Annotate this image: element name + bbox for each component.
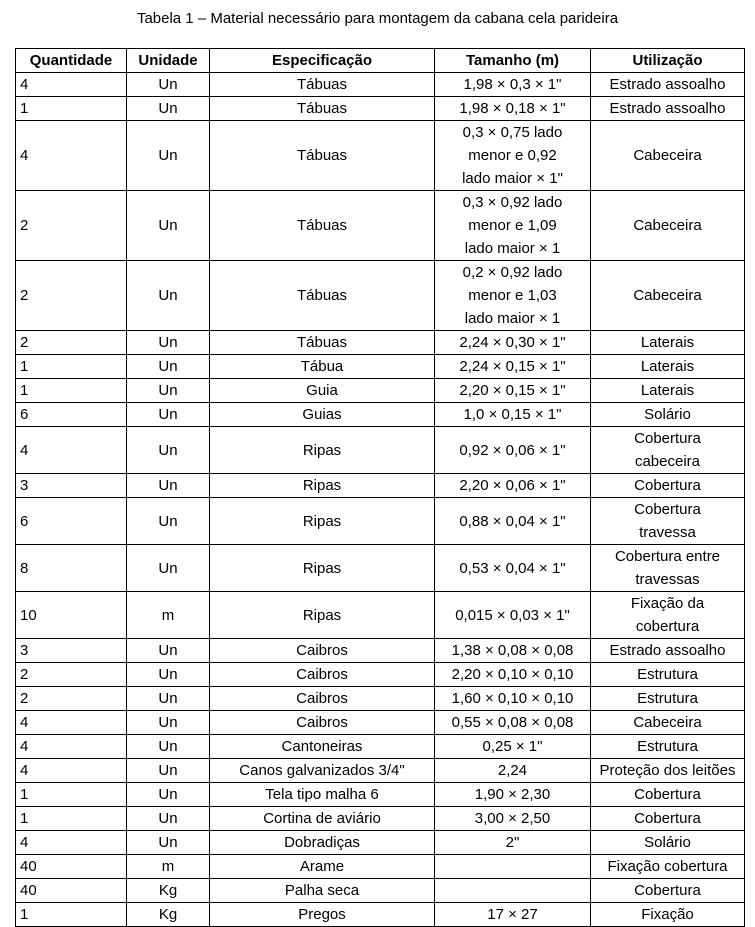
cell-tamanho: 1,98 × 0,3 × 1" <box>435 73 591 97</box>
cell-especificacao: Pregos <box>210 903 435 927</box>
table-row <box>16 735 745 759</box>
cell-quantidade: 1 <box>16 355 127 379</box>
cell-quantidade: 4 <box>16 759 127 783</box>
cell-especificacao: Palha seca <box>210 879 435 903</box>
cell-utilizacao: Fixação <box>591 903 745 927</box>
table-row <box>16 474 745 498</box>
cell-unidade: m <box>127 855 210 879</box>
cell-especificacao: Caibros <box>210 639 435 663</box>
cell-especificacao: Dobradiças <box>210 831 435 855</box>
cell-tamanho <box>435 855 591 879</box>
table-row <box>16 639 745 663</box>
cell-utilizacao: Estrado assoalho <box>591 73 745 97</box>
cell-utilizacao: Cobertura <box>591 807 745 831</box>
cell-quantidade: 4 <box>16 121 127 191</box>
cell-especificacao: Canos galvanizados 3/4" <box>210 759 435 783</box>
cell-especificacao: Tábuas <box>210 73 435 97</box>
cell-especificacao: Tábuas <box>210 97 435 121</box>
cell-unidade: Un <box>127 831 210 855</box>
cell-utilizacao: Cobertura <box>591 879 745 903</box>
table-row <box>16 592 745 639</box>
cell-quantidade: 40 <box>16 879 127 903</box>
table-row <box>16 379 745 403</box>
cell-utilizacao: Estrado assoalho <box>591 639 745 663</box>
table-row <box>16 903 745 927</box>
cell-unidade: Un <box>127 331 210 355</box>
table-row <box>16 331 745 355</box>
cell-tamanho: 1,38 × 0,08 × 0,08 <box>435 639 591 663</box>
cell-tamanho: 1,60 × 0,10 × 0,10 <box>435 687 591 711</box>
cell-tamanho: 3,00 × 2,50 <box>435 807 591 831</box>
header-especificacao: Especificação <box>210 49 435 73</box>
cell-quantidade: 1 <box>16 807 127 831</box>
table-body <box>16 73 745 927</box>
cell-utilizacao: Solário <box>591 403 745 427</box>
cell-unidade: Un <box>127 97 210 121</box>
cell-especificacao: Caibros <box>210 711 435 735</box>
cell-quantidade: 4 <box>16 735 127 759</box>
table-row <box>16 427 745 474</box>
cell-especificacao: Cantoneiras <box>210 735 435 759</box>
cell-quantidade: 2 <box>16 687 127 711</box>
cell-utilizacao: Solário <box>591 831 745 855</box>
table-row <box>16 191 745 261</box>
cell-tamanho: 2,20 × 0,15 × 1" <box>435 379 591 403</box>
cell-especificacao: Ripas <box>210 592 435 639</box>
cell-utilizacao: Laterais <box>591 355 745 379</box>
table-header-row <box>16 49 745 73</box>
cell-quantidade: 4 <box>16 73 127 97</box>
header-quantidade: Quantidade <box>16 49 127 73</box>
cell-unidade: Un <box>127 807 210 831</box>
cell-tamanho: 2,20 × 0,10 × 0,10 <box>435 663 591 687</box>
cell-unidade: Un <box>127 498 210 545</box>
cell-utilizacao: Cobertura <box>591 783 745 807</box>
cell-utilizacao: Cabeceira <box>591 711 745 735</box>
cell-tamanho: 0,015 × 0,03 × 1" <box>435 592 591 639</box>
cell-quantidade: 1 <box>16 903 127 927</box>
cell-utilizacao: Cobertura <box>591 474 745 498</box>
table-row <box>16 545 745 592</box>
cell-unidade: Un <box>127 121 210 191</box>
cell-quantidade: 8 <box>16 545 127 592</box>
cell-tamanho: 2" <box>435 831 591 855</box>
cell-utilizacao: Fixação da cobertura <box>591 592 745 639</box>
cell-quantidade: 4 <box>16 711 127 735</box>
cell-utilizacao: Estrado assoalho <box>591 97 745 121</box>
cell-especificacao: Guias <box>210 403 435 427</box>
cell-utilizacao: Fixação cobertura <box>591 855 745 879</box>
cell-especificacao: Ripas <box>210 498 435 545</box>
cell-unidade: Un <box>127 711 210 735</box>
cell-unidade: Un <box>127 759 210 783</box>
cell-tamanho: 0,55 × 0,08 × 0,08 <box>435 711 591 735</box>
material-table <box>15 48 745 927</box>
table-row <box>16 831 745 855</box>
cell-especificacao: Guia <box>210 379 435 403</box>
table-row <box>16 855 745 879</box>
cell-quantidade: 1 <box>16 783 127 807</box>
table-row <box>16 663 745 687</box>
table-row <box>16 355 745 379</box>
cell-tamanho: 0,2 × 0,92 lado menor e 1,03 lado maior × 1 <box>435 261 591 331</box>
cell-unidade: Un <box>127 663 210 687</box>
cell-especificacao: Cortina de aviário <box>210 807 435 831</box>
cell-especificacao: Tábuas <box>210 261 435 331</box>
table-row <box>16 879 745 903</box>
cell-unidade: Un <box>127 73 210 97</box>
cell-especificacao: Ripas <box>210 427 435 474</box>
cell-tamanho: 0,53 × 0,04 × 1" <box>435 545 591 592</box>
cell-especificacao: Tábuas <box>210 121 435 191</box>
cell-especificacao: Caibros <box>210 663 435 687</box>
table-row <box>16 403 745 427</box>
cell-quantidade: 3 <box>16 474 127 498</box>
cell-tamanho: 0,88 × 0,04 × 1" <box>435 498 591 545</box>
table-row <box>16 807 745 831</box>
cell-especificacao: Tela tipo malha 6 <box>210 783 435 807</box>
cell-utilizacao: Cabeceira <box>591 121 745 191</box>
cell-unidade: Un <box>127 735 210 759</box>
cell-unidade: Un <box>127 545 210 592</box>
cell-especificacao: Caibros <box>210 687 435 711</box>
table-row <box>16 783 745 807</box>
cell-tamanho: 0,25 × 1" <box>435 735 591 759</box>
cell-unidade: Kg <box>127 903 210 927</box>
header-unidade: Unidade <box>127 49 210 73</box>
cell-quantidade: 4 <box>16 831 127 855</box>
table-row <box>16 759 745 783</box>
cell-quantidade: 40 <box>16 855 127 879</box>
cell-utilizacao: Cobertura cabeceira <box>591 427 745 474</box>
cell-unidade: Un <box>127 639 210 663</box>
table-row <box>16 687 745 711</box>
cell-utilizacao: Cobertura entre travessas <box>591 545 745 592</box>
cell-quantidade: 6 <box>16 403 127 427</box>
header-tamanho: Tamanho (m) <box>435 49 591 73</box>
cell-especificacao: Ripas <box>210 474 435 498</box>
cell-quantidade: 4 <box>16 427 127 474</box>
cell-unidade: Un <box>127 379 210 403</box>
cell-unidade: Un <box>127 403 210 427</box>
cell-utilizacao: Laterais <box>591 379 745 403</box>
cell-especificacao: Ripas <box>210 545 435 592</box>
cell-tamanho: 17 × 27 <box>435 903 591 927</box>
cell-tamanho: 0,3 × 0,75 lado menor e 0,92 lado maior × 1" <box>435 121 591 191</box>
cell-tamanho: 1,90 × 2,30 <box>435 783 591 807</box>
cell-tamanho: 0,92 × 0,06 × 1" <box>435 427 591 474</box>
table-row <box>16 498 745 545</box>
cell-unidade: Un <box>127 261 210 331</box>
cell-unidade: Un <box>127 687 210 711</box>
header-utilizacao: Utilização <box>591 49 745 73</box>
cell-quantidade: 1 <box>16 379 127 403</box>
cell-unidade: Un <box>127 191 210 261</box>
cell-tamanho: 1,98 × 0,18 × 1" <box>435 97 591 121</box>
cell-quantidade: 2 <box>16 191 127 261</box>
table-row <box>16 121 745 191</box>
table-caption: Tabela 1 – Material necessário para montagem da cabana cela parideira <box>136 10 619 27</box>
cell-utilizacao: Proteção dos leitões <box>591 759 745 783</box>
cell-utilizacao: Cabeceira <box>591 261 745 331</box>
cell-tamanho: 2,20 × 0,06 × 1" <box>435 474 591 498</box>
cell-quantidade: 1 <box>16 97 127 121</box>
cell-tamanho: 0,3 × 0,92 lado menor e 1,09 lado maior × 1 <box>435 191 591 261</box>
cell-utilizacao: Cabeceira <box>591 191 745 261</box>
table-row <box>16 97 745 121</box>
cell-especificacao: Tábuas <box>210 331 435 355</box>
cell-unidade: Un <box>127 355 210 379</box>
cell-especificacao: Tábua <box>210 355 435 379</box>
cell-utilizacao: Estrutura <box>591 735 745 759</box>
cell-quantidade: 2 <box>16 261 127 331</box>
cell-tamanho <box>435 879 591 903</box>
cell-tamanho: 2,24 × 0,15 × 1" <box>435 355 591 379</box>
cell-unidade: Un <box>127 474 210 498</box>
cell-utilizacao: Estrutura <box>591 687 745 711</box>
cell-unidade: Un <box>127 427 210 474</box>
cell-tamanho: 2,24 × 0,30 × 1" <box>435 331 591 355</box>
table-row <box>16 73 745 97</box>
cell-quantidade: 3 <box>16 639 127 663</box>
table-row <box>16 711 745 735</box>
cell-unidade: Kg <box>127 879 210 903</box>
cell-unidade: Un <box>127 783 210 807</box>
cell-utilizacao: Laterais <box>591 331 745 355</box>
cell-utilizacao: Estrutura <box>591 663 745 687</box>
cell-tamanho: 2,24 <box>435 759 591 783</box>
cell-utilizacao: Cobertura travessa <box>591 498 745 545</box>
table-row <box>16 261 745 331</box>
cell-especificacao: Tábuas <box>210 191 435 261</box>
cell-quantidade: 2 <box>16 663 127 687</box>
cell-especificacao: Arame <box>210 855 435 879</box>
cell-quantidade: 10 <box>16 592 127 639</box>
cell-tamanho: 1,0 × 0,15 × 1" <box>435 403 591 427</box>
cell-quantidade: 6 <box>16 498 127 545</box>
cell-quantidade: 2 <box>16 331 127 355</box>
cell-unidade: m <box>127 592 210 639</box>
